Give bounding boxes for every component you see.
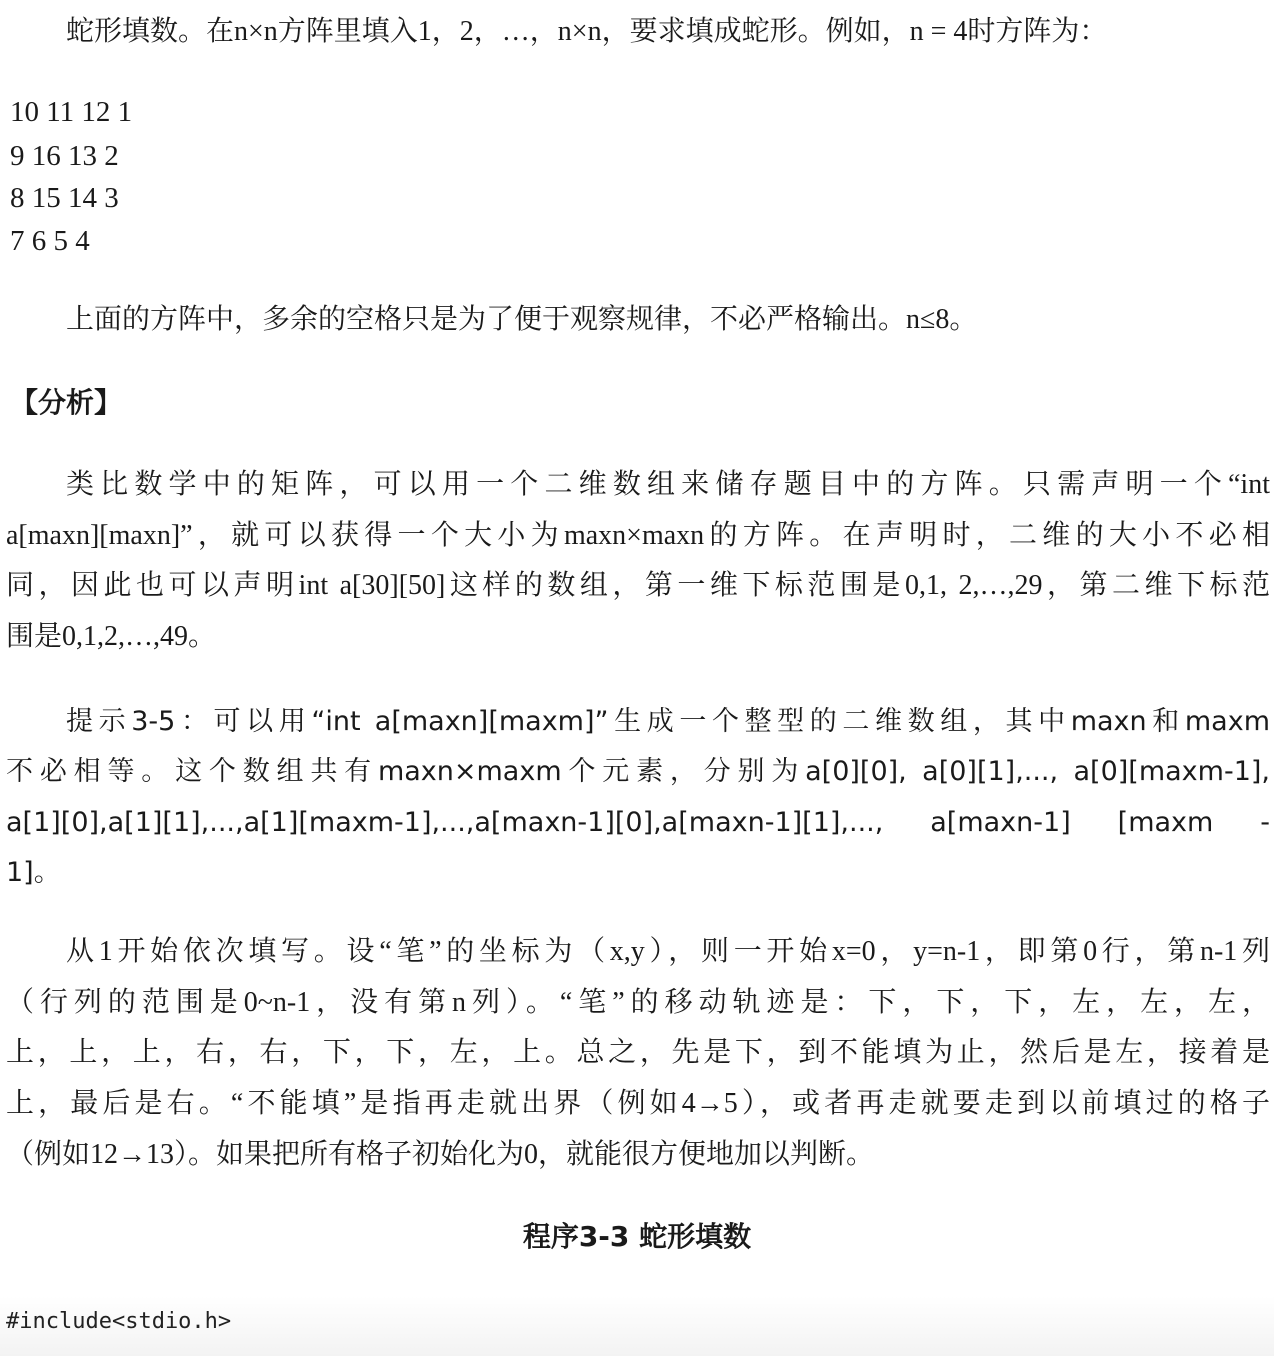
intro-text: 蛇形填数。在n×n方阵里填入1，2，…，n×n，要求填成蛇形。例如，n = 4时方阵为：: [66, 16, 1108, 47]
analysis-heading: 【分析】: [10, 386, 123, 419]
code-line: #include<stdio.h>: [6, 1309, 232, 1334]
matrix-row: 10 11 12 1: [10, 96, 133, 128]
tip-line: 不必相等。这个数组共有maxn×maxm个元素，分别为a[0][0], a[0][1],..., a[0][maxm-1],: [6, 756, 1270, 787]
program-caption: 程序3-3 蛇形填数: [522, 1220, 752, 1253]
paragraph-line: 从1开始依次填写。设“笔”的坐标为（x,y），则一开始x=0，y=n-1，即第0行，第n-1列: [66, 936, 1270, 967]
tip-line: 提示3-5：可以用“int a[maxn][maxm]”生成一个整型的二维数组，其中maxn和maxm: [66, 706, 1270, 737]
paragraph-line: a[maxn][maxn]”，就可以获得一个大小为maxn×maxn的方阵。在声明时，二维的大小不必相: [6, 520, 1270, 551]
matrix-row: 7 6 5 4: [10, 225, 90, 257]
paragraph-line: 上，上，上，右，右，下，下，左，上。总之，先是下，到不能填为止，然后是左，接着是: [6, 1037, 1270, 1068]
paragraph-line: （例如12→13）。如果把所有格子初始化为0，就能很方便地加以判断。: [6, 1139, 875, 1170]
note-text: 上面的方阵中，多余的空格只是为了便于观察规律，不必严格输出。n≤8。: [66, 304, 978, 335]
paragraph-line: 类比数学中的矩阵，可以用一个二维数组来储存题目中的方阵。只需声明一个“int: [66, 469, 1270, 500]
paragraph-line: （行列的范围是0~n-1，没有第n列）。“笔”的移动轨迹是：下，下，下，左，左，左，: [6, 987, 1270, 1018]
paragraph-line: 围是0,1,2,…,49。: [6, 621, 217, 652]
matrix-row: 8 15 14 3: [10, 182, 119, 214]
paragraph-line: 上，最后是右。“不能填”是指再走就出界（例如4→5），或者再走就要走到以前填过的格子: [6, 1088, 1270, 1119]
tip-line: 1]。: [6, 857, 61, 888]
tip-line: a[1][0],a[1][1],...,a[1][maxm-1],...,a[maxn-1][0],a[maxn-1][1],..., a[maxn-1] [maxm -: [6, 807, 1270, 838]
matrix-row: 9 16 13 2: [10, 140, 119, 172]
paragraph-line: 同，因此也可以声明int a[30][50]这样的数组，第一维下标范围是0,1, 2,…,29，第二维下标范: [6, 570, 1270, 601]
